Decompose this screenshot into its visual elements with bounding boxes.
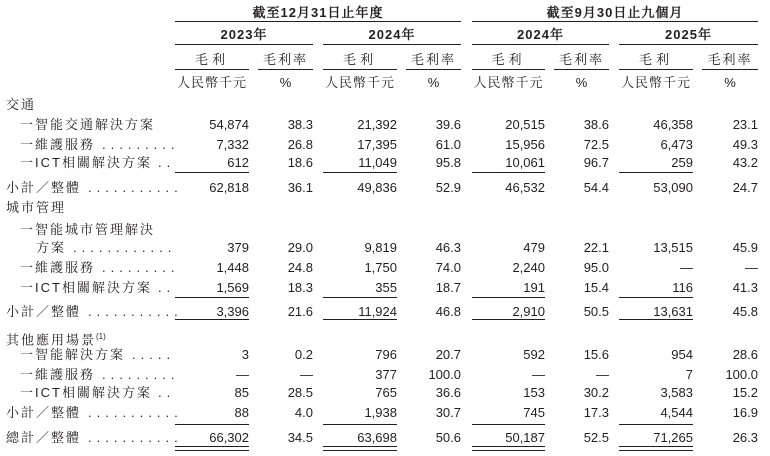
margin-cell: 36.1 [287,180,313,195]
section-title: 交通 [6,97,37,112]
gross-profit-cell: 7,332 [216,137,249,152]
year-header: 2023年 [220,27,268,42]
gross-profit-cell: 62,818 [209,180,249,195]
margin-cell: 23.1 [732,117,758,132]
gross-profit-cell: 1,750 [364,260,397,275]
gross-profit-cell: 46,358 [653,117,693,132]
underline-rule [323,172,397,173]
row-label: 一維護服務 [20,137,96,152]
margin-cell: — [300,367,313,382]
underline-rule [175,424,249,425]
row-label: 一ICT相關解決方案 [20,280,152,295]
column-rule [554,69,609,70]
margin-cell: — [596,367,609,382]
gross-profit-cell: — [532,367,545,382]
margin-cell: 18.6 [287,155,313,170]
margin-cell: 41.3 [732,280,758,295]
gross-profit-cell: 745 [523,405,545,420]
margin-cell: 52.5 [583,430,609,445]
gross-profit-cell: 1,448 [216,260,249,275]
column-rule [258,69,313,70]
underline-rule [323,319,397,320]
margin-cell: 18.7 [435,280,461,295]
underline-rule [619,424,693,425]
margin-cell: 38.3 [287,117,313,132]
margin-cell: 100.0 [725,367,758,382]
unit-label: 人民幣千元 [324,75,395,90]
gross-profit-cell: 379 [227,240,249,255]
double-underline-rule [619,446,693,451]
column-header: 毛利率 [707,52,753,67]
margin-cell: 30.7 [435,405,461,420]
margin-cell: 45.9 [732,240,758,255]
unit-label: % [279,75,292,90]
underline-rule [619,172,693,173]
column-rule [175,69,249,70]
margin-cell: 4.0 [294,405,313,420]
gross-profit-cell: 355 [375,280,397,295]
unit-label: 人民幣千元 [176,75,247,90]
margin-cell: 15.2 [732,385,758,400]
gross-profit-cell: 11,049 [358,155,397,170]
gross-profit-cell: 66,302 [209,430,249,445]
footnote-ref: (1) [96,332,106,341]
dot-leader: ............ [73,240,177,255]
gross-profit-cell: 116 [672,280,693,295]
column-header: 毛利 [342,52,377,67]
margin-cell: 18.3 [287,280,313,295]
year-header: 2025年 [665,27,712,42]
header-rule [175,21,461,22]
column-header: 毛利 [491,52,526,67]
year-header: 2024年 [517,27,564,42]
column-header: 毛利率 [558,52,604,67]
margin-cell: 17.3 [583,405,609,420]
row-label: 一智能解決方案 [20,347,126,362]
unit-label: % [427,75,440,90]
underline-rule [472,172,545,173]
gross-profit-cell: 153 [523,385,545,400]
total-label: 總計／整體 [6,430,82,445]
margin-cell: — [745,260,758,275]
gross-profit-cell: 6,473 [660,137,693,152]
dot-leader: ........... [88,405,183,420]
header-rule [472,21,758,22]
gross-profit-cell: 54,874 [209,117,249,132]
margin-cell: 26.3 [732,430,758,445]
dot-leader: ........... [88,180,183,195]
underline-rule [175,319,249,320]
margin-cell: 100.0 [428,367,461,382]
row-label: 一維護服務 [20,260,96,275]
gross-profit-cell: 954 [671,347,693,362]
column-header: 毛利率 [262,52,308,67]
section-title: 城市管理 [6,200,67,215]
margin-cell: 74.0 [435,260,461,275]
double-underline-rule [323,446,397,451]
margin-cell: 20.7 [435,347,461,362]
gross-profit-cell: 796 [375,347,397,362]
margin-cell: 95.0 [583,260,609,275]
gross-profit-cell: 63,698 [357,430,397,445]
margin-cell: 22.1 [583,240,609,255]
margin-cell: 72.5 [583,137,609,152]
year-rule [323,44,461,45]
margin-cell: 34.5 [287,430,313,445]
gross-profit-cell: 50,187 [505,430,545,445]
gross-profit-cell: 3,583 [660,385,693,400]
margin-cell: 43.2 [732,155,758,170]
gross-profit-cell: 53,090 [653,180,693,195]
gross-profit-cell: 479 [523,240,545,255]
gross-profit-cell: 10,061 [505,155,545,170]
gross-profit-cell: 49,836 [357,180,397,195]
row-label: 一維護服務 [20,367,96,382]
year-header: 2024年 [368,27,416,42]
gross-profit-cell: 71,265 [653,430,693,445]
gross-profit-cell: 9,819 [364,240,397,255]
dot-leader: ......... [102,260,180,275]
dot-leader: ......... [102,367,180,382]
gross-profit-cell: 191 [523,280,545,295]
margin-cell: 39.6 [435,117,461,132]
margin-cell: 61.0 [435,137,461,152]
gross-profit-cell: 7 [685,367,693,382]
gross-profit-cell: 1,569 [216,280,249,295]
margin-cell: 16.9 [732,405,758,420]
gross-profit-cell: — [680,260,693,275]
row-label: 一ICT相關解決方案 [20,385,152,400]
gross-profit-cell: 2,240 [512,260,545,275]
column-rule [619,69,693,70]
gross-profit-cell: 88 [234,405,249,420]
margin-cell: 30.2 [583,385,609,400]
margin-cell: 15.6 [583,347,609,362]
gross-profit-cell: 85 [234,385,249,400]
unit-label: 人民幣千元 [620,75,691,90]
underline-rule [472,319,545,320]
gross-profit-cell: 3,396 [216,304,249,319]
margin-cell: 50.6 [435,430,461,445]
gross-profit-cell: 3 [241,347,249,362]
row-label: 一智能交通解決方案 [20,117,156,132]
dot-leader: ..... [132,347,176,362]
underline-rule [323,297,397,298]
underline-rule [619,319,693,320]
margin-cell: 46.8 [435,304,461,319]
gross-profit-cell: 13,515 [653,240,693,255]
dot-leader: ........... [88,304,183,319]
double-underline-rule [472,446,545,451]
year-rule [175,44,313,45]
dot-leader: .. [158,280,176,295]
dot-leader: .. [158,385,176,400]
margin-cell: 96.7 [583,155,609,170]
gross-profit-cell: 17,395 [357,137,397,152]
gross-profit-cell: 11,924 [358,304,397,319]
margin-cell: 49.3 [732,137,758,152]
subtotal-label: 小計／整體 [6,405,82,420]
underline-rule [472,424,545,425]
gross-profit-cell: — [236,367,249,382]
margin-cell: 54.4 [583,180,609,195]
gross-profit-cell: 259 [671,155,693,170]
row-label: 一智能城市管理解決 [20,222,156,237]
margin-cell: 45.8 [732,304,758,319]
column-header: 毛利 [638,52,673,67]
column-rule [323,69,397,70]
unit-label: % [575,75,588,90]
gross-profit-cell: 46,532 [505,180,545,195]
year-rule [619,44,758,45]
dot-leader: .. [158,155,176,170]
column-header: 毛利率 [410,52,456,67]
gross-profit-cell: 1,938 [364,405,397,420]
margin-cell: 21.6 [287,304,313,319]
margin-cell: 38.6 [583,117,609,132]
underline-rule [472,297,545,298]
year-rule [472,44,609,45]
gross-profit-cell: 20,515 [505,117,545,132]
margin-cell: 0.2 [294,347,313,362]
column-rule [472,69,545,70]
gross-profit-cell: 15,956 [505,137,545,152]
column-rule [406,69,461,70]
underline-rule [175,172,249,173]
underline-rule [323,424,397,425]
margin-cell: 15.4 [583,280,609,295]
margin-cell: 29.0 [287,240,313,255]
margin-cell: 46.3 [435,240,461,255]
margin-cell: 50.5 [583,304,609,319]
gross-profit-cell: 4,544 [660,405,693,420]
margin-cell: 52.9 [435,180,461,195]
dot-leader: ........... [88,430,183,445]
margin-cell: 36.6 [435,385,461,400]
gross-profit-cell: 2,910 [512,304,545,319]
period-header-9m: 截至9月30日止九個月 [546,5,684,20]
subtotal-label: 小計／整體 [6,180,82,195]
margin-cell: 24.7 [732,180,758,195]
underline-rule [619,297,693,298]
dot-leader: ......... [102,137,180,152]
column-header: 毛利 [194,52,229,67]
period-header-fy: 截至12月31日止年度 [252,5,384,20]
underline-rule [175,297,249,298]
section-title: 其他應用場景$^{(1)}$ [6,332,106,348]
gross-profit-cell: 21,392 [357,117,397,132]
gross-profit-cell: 765 [375,385,397,400]
gross-profit-cell: 592 [523,347,545,362]
margin-cell: 28.6 [732,347,758,362]
margin-cell: 28.5 [287,385,313,400]
subtotal-label: 小計／整體 [6,304,82,319]
double-underline-rule [175,446,249,451]
gross-profit-cell: 612 [227,155,249,170]
gross-profit-cell: 13,631 [653,304,693,319]
row-label: 一ICT相關解決方案 [20,155,152,170]
row-label-cont: 方案 [36,240,67,255]
column-rule [702,69,758,70]
unit-label: % [724,75,736,90]
margin-cell: 26.8 [287,137,313,152]
gross-profit-cell: 377 [375,367,397,382]
unit-label: 人民幣千元 [473,75,544,90]
margin-cell: 95.8 [435,155,461,170]
margin-cell: 24.8 [287,260,313,275]
